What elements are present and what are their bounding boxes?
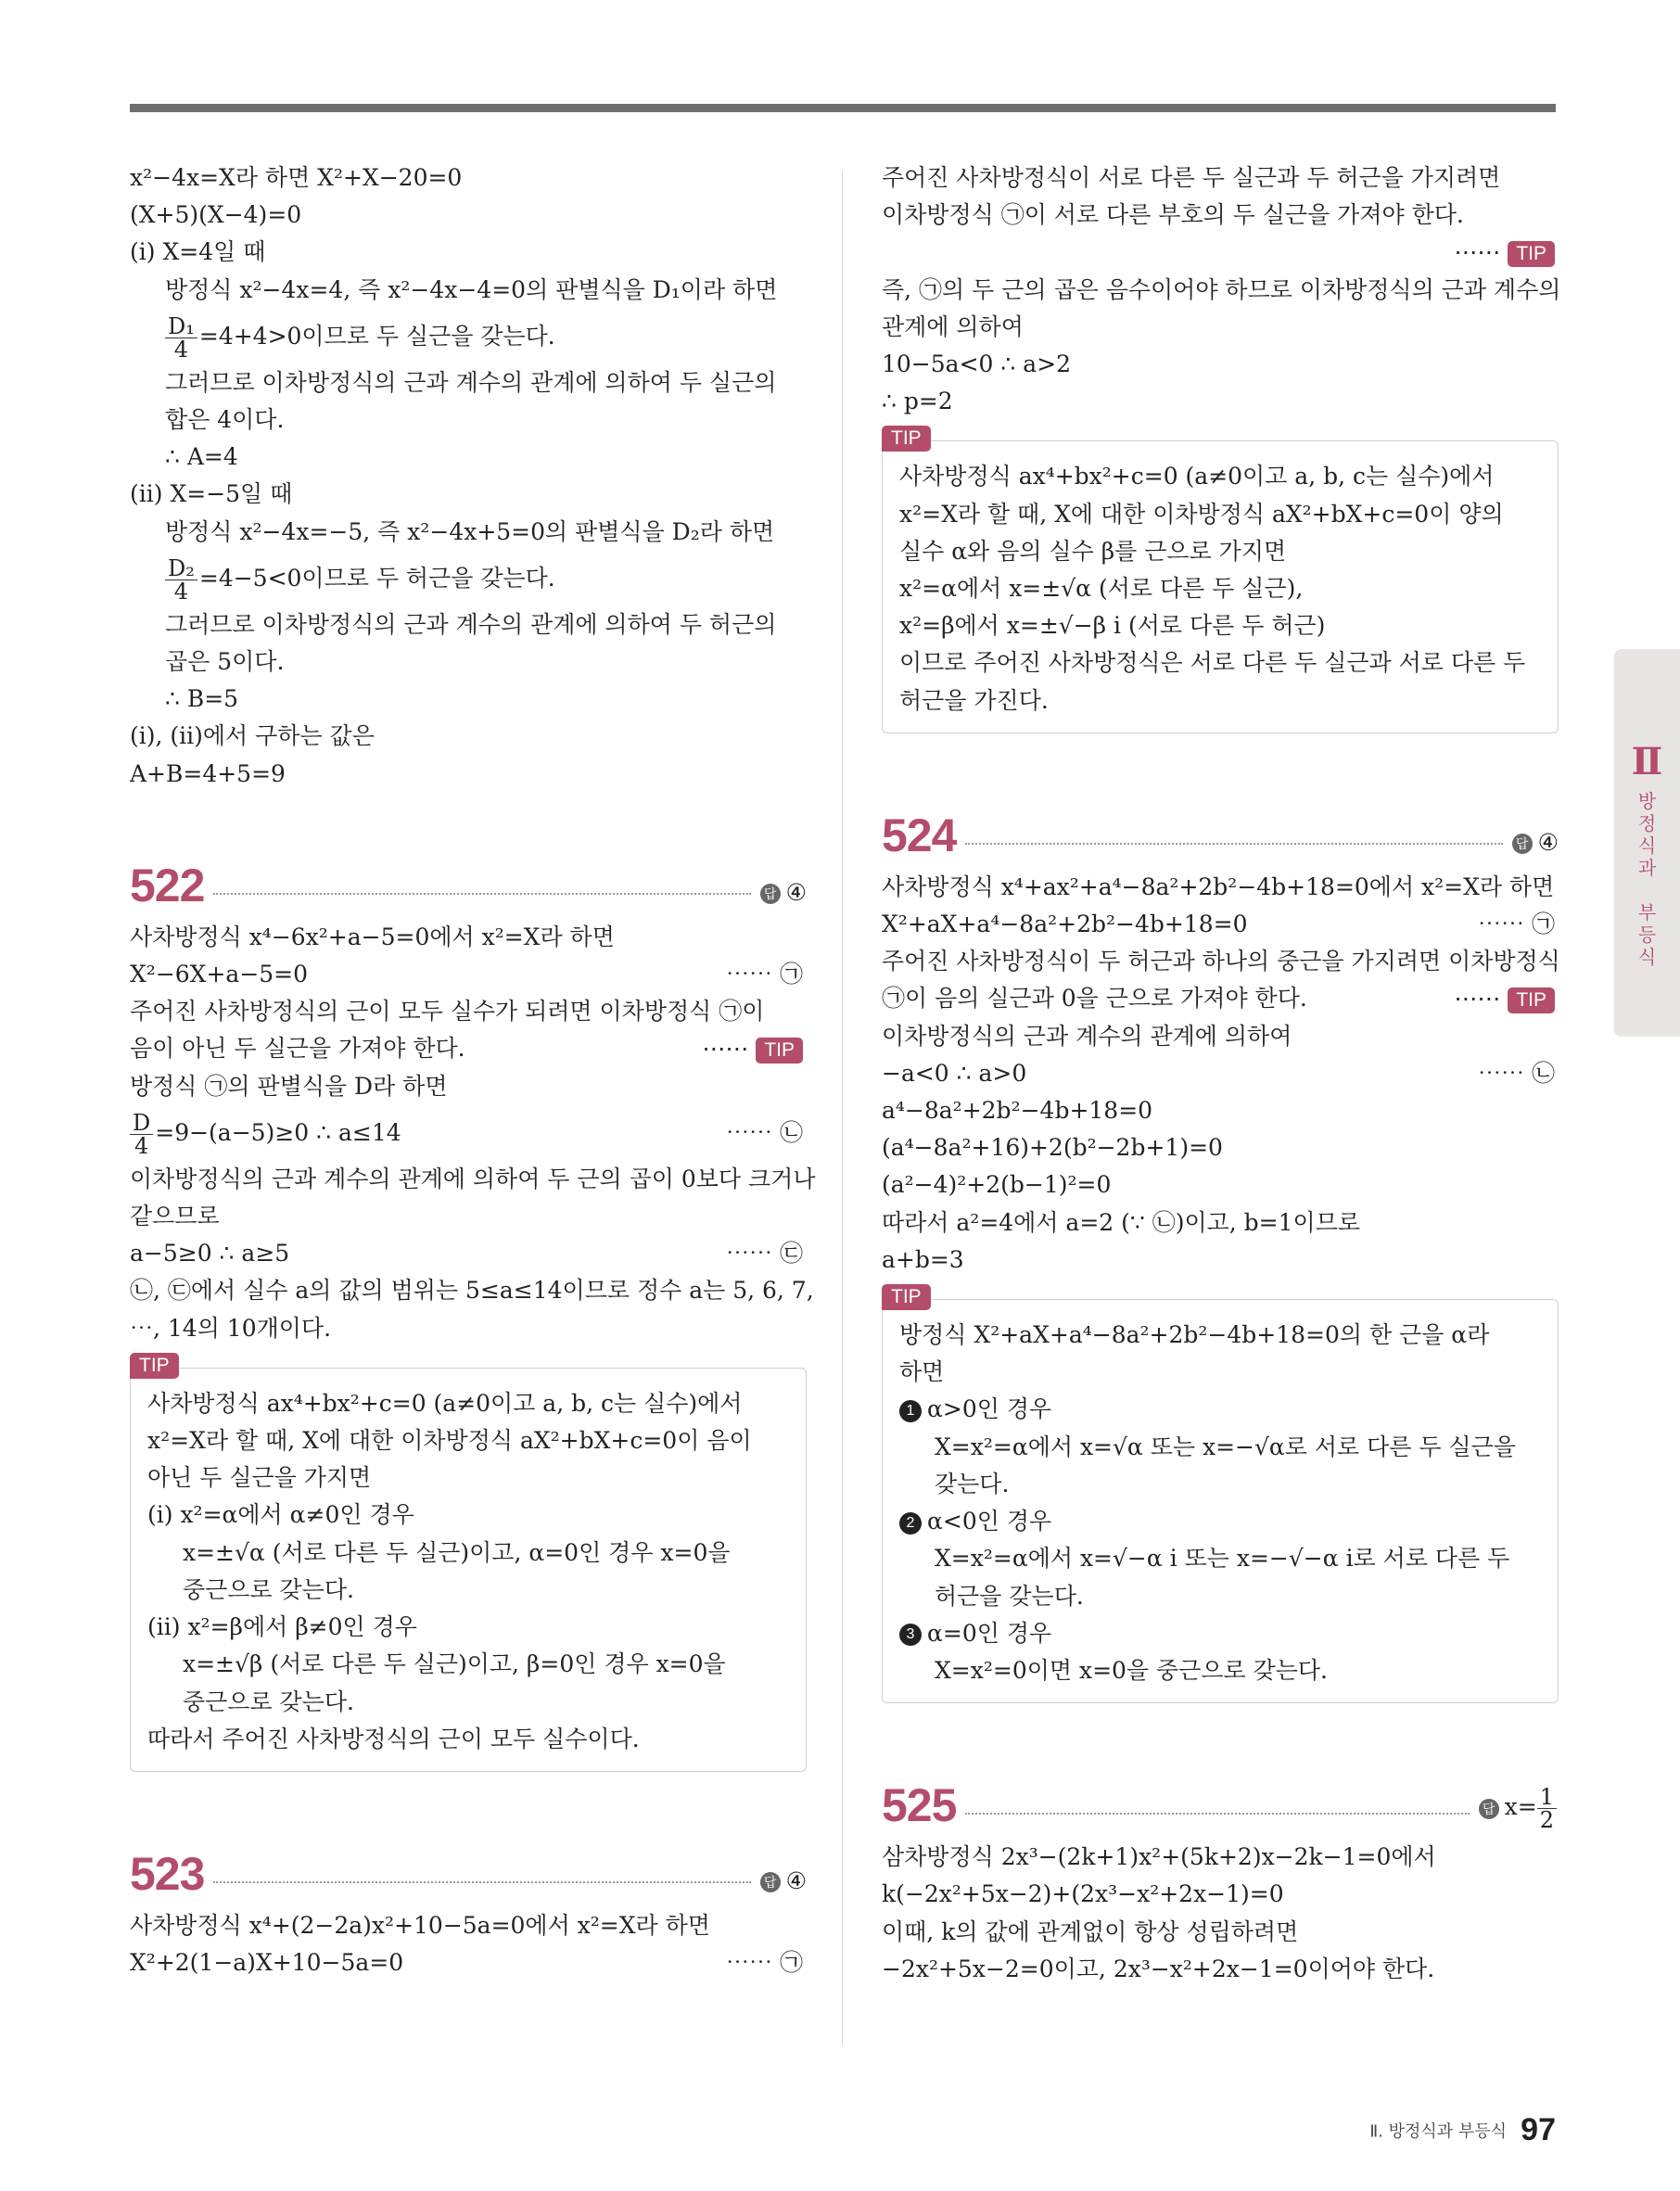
answer-icon: 답	[760, 1872, 781, 1892]
text-line: 따라서 a²=4에서 a=2 (∵ ㉡)이고, b=1이므로	[882, 1208, 1360, 1236]
answer-icon: 답	[760, 884, 781, 904]
text-line: ⋯, 14의 10개이다.	[130, 1314, 332, 1342]
equation-marker: ⋯⋯ ㉠	[726, 961, 803, 988]
text-line: 이차방정식의 근과 계수의 관계에 의하여 두 근의 곱이 0보다 크거나	[130, 1165, 816, 1192]
text-line: 이때, k의 값에 관계없이 항상 성립하려면	[882, 1917, 1299, 1945]
tip-line: x²=X라 할 때, X에 대한 이차방정식 aX²+bX+c=0이 양의	[899, 500, 1504, 528]
text-line: X²+2(1−a)X+10−5a=0 ⋯⋯ ㉠	[130, 1944, 807, 1981]
footer-chapter: Ⅱ. 방정식과 부등식	[1369, 2121, 1508, 2142]
text-line: 주어진 사차방정식이 두 허근과 하나의 중근을 가지려면 이차방정식	[882, 948, 1560, 975]
tip-marker: ⋯⋯ TIP	[1454, 980, 1555, 1017]
chapter-title-vertical: 방 정 식 과 부 등 식	[1637, 790, 1657, 968]
text-line: 사차방정식 x⁴+ax²+a⁴−8a²+2b²−4b+18=0에서 x²=X라 하면	[882, 873, 1555, 900]
tip-line: (ii) x²=β에서 β≠0인 경우	[147, 1613, 417, 1641]
tip-line: 갖는다.	[935, 1470, 1010, 1497]
tip-line: X=x²=α에서 x=√α 또는 x=−√α로 서로 다른 두 실근을	[935, 1433, 1516, 1460]
problem-header-523	[130, 1839, 807, 1900]
equation-marker: ⋯⋯ ㉡	[1478, 1059, 1555, 1087]
tip-line: x²=β에서 x=±√−β i (서로 다른 두 허근)	[899, 612, 1326, 640]
text-line: (ii) X=−5일 때	[130, 480, 293, 508]
tip-line: 사차방정식 ax⁴+bx²+c=0 (a≠0이고 a, b, c는 실수)에서	[147, 1389, 743, 1417]
answer: 답 x= $\frac{1}{2}$	[1479, 1786, 1559, 1831]
problem-number: 523	[130, 1847, 205, 1900]
text-line: 합은 4이다.	[165, 406, 285, 434]
equation-marker: ⋯⋯ ㉢	[726, 1240, 803, 1267]
text-line: 삼차방정식 2x³−(2k+1)x²+(5k+2)x−2k−1=0에서	[882, 1843, 1436, 1871]
text-line: 방정식 ㉠의 판별식을 D라 하면	[130, 1072, 448, 1100]
tip-line: 하면	[899, 1358, 945, 1386]
equation-marker: ⋯⋯ ㉠	[726, 1949, 803, 1977]
page-number: 97	[1521, 2112, 1556, 2147]
tip-line: 따라서 주어진 사차방정식의 근이 모두 실수이다.	[147, 1725, 640, 1752]
leader-dots	[213, 893, 750, 895]
tip-line: X=x²=0이면 x=0을 중근으로 갖는다.	[935, 1656, 1328, 1684]
tip-line: 실수 α와 음의 실수 β를 근으로 가지면	[899, 537, 1287, 565]
text-line: a+b=3	[882, 1245, 964, 1273]
tip-box	[882, 427, 1559, 732]
text-line: 이차방정식 ㉠이 서로 다른 부호의 두 실근을 가져야 한다.	[882, 201, 1464, 229]
text-line: a−5≥0 ∴ a≥5 ⋯⋯ ㉢	[130, 1235, 807, 1272]
text-line: $\frac{\text{D₂}}{4}$ =4−5<0이므로 두 허근을 갖는다.	[130, 551, 807, 606]
text-line: a⁴−8a²+2b²−4b+18=0	[882, 1097, 1153, 1125]
tip-line: x=±√β (서로 다른 두 실근)이고, β=0인 경우 x=0을	[183, 1650, 726, 1678]
text-line: 곱은 5이다.	[165, 648, 285, 676]
text-line: 10−5a<0 ∴ a>2	[882, 350, 1071, 378]
problem-header-522	[130, 850, 807, 911]
tip-line: 1 α>0인 경우	[899, 1391, 1541, 1428]
bullet-1-icon: 1	[899, 1400, 922, 1422]
tip-line: 3 α=0인 경우	[899, 1615, 1541, 1652]
tip-line: 허근을 가진다.	[899, 686, 1049, 714]
tip-line: X=x²=α에서 x=√−α i 또는 x=−√−α i로 서로 다른 두	[935, 1545, 1510, 1573]
column-divider	[842, 172, 843, 2045]
text-line: 방정식 x²−4x=−5, 즉 x²−4x+5=0의 판별식을 D₂라 하면	[165, 517, 775, 545]
text-line: X²−6X+a−5=0 ⋯⋯ ㉠	[130, 956, 807, 993]
tip-line: 아닌 두 실근을 가지면	[147, 1464, 372, 1492]
text-line: $\frac{D}{4}$ =9−(a−5)≥0 ∴ a≤14 ⋯⋯ ㉡	[130, 1105, 807, 1161]
tip-line: 2 α<0인 경우	[899, 1503, 1541, 1540]
tip-line: 방정식 X²+aX+a⁴−8a²+2b²−4b+18=0의 한 근을 α라	[899, 1321, 1490, 1349]
text-line: 같으므로	[130, 1203, 220, 1230]
leader-dots	[965, 1813, 1469, 1815]
page-footer	[1369, 2112, 1556, 2148]
text-line: 그러므로 이차방정식의 근과 계수의 관계에 의하여 두 실근의	[165, 368, 777, 396]
text-line: 주어진 사차방정식의 근이 모두 실수가 되려면 이차방정식 ㉠이	[130, 998, 765, 1025]
text-line: (i) X=4일 때	[130, 238, 266, 266]
text-line	[882, 234, 1559, 271]
answer: 답 ④	[760, 1863, 807, 1900]
text-line: 방정식 x²−4x=4, 즉 x²−4x−4=0의 판별식을 D₁이라 하면	[165, 275, 778, 303]
tip-box	[882, 1286, 1559, 1703]
problem-number: 524	[882, 809, 957, 861]
text-line: 음이 아닌 두 실근을 가져야 한다. ⋯⋯ TIP	[130, 1030, 807, 1067]
text-line: (i), (ii)에서 구하는 값은	[130, 722, 375, 750]
text-line: 사차방정식 x⁴−6x²+a−5=0에서 x²=X라 하면	[130, 923, 615, 950]
bullet-3-icon: 3	[899, 1624, 922, 1646]
text-line: −2x²+5x−2=0이고, 2x³−x²+2x−1=0이어야 한다.	[882, 1955, 1435, 1982]
tip-line: x=±√α (서로 다른 두 실근)이고, α=0인 경우 x=0을	[183, 1538, 731, 1566]
problem-header-525	[882, 1770, 1559, 1834]
tip-box	[130, 1354, 807, 1772]
tip-marker: ⋯⋯ TIP	[1454, 234, 1555, 271]
text-line: x²−4x=X라 하면 X²+X−20=0	[130, 164, 463, 191]
chapter-tab[interactable]	[1614, 649, 1680, 1037]
text-line: 사차방정식 x⁴+(2−2a)x²+10−5a=0에서 x²=X라 하면	[130, 1911, 710, 1939]
text-line: (a⁴−8a²+16)+2(b²−2b+1)=0	[882, 1134, 1223, 1162]
fraction: $\frac{1}{2}$	[1537, 1786, 1557, 1831]
answer-icon: 답	[1479, 1799, 1499, 1819]
top-rule	[130, 104, 1556, 112]
fraction: $\frac{\text{D₂}}{4}$	[165, 557, 197, 603]
text-line: ㉡, ㉢에서 실수 a의 값의 범위는 5≤a≤14이므로 정수 a는 5, 6, 7,	[130, 1277, 814, 1305]
tip-line: 사차방정식 ax⁴+bx²+c=0 (a≠0이고 a, b, c는 실수)에서	[899, 463, 1495, 490]
left-column	[130, 159, 816, 1981]
text-line: k(−2x²+5x−2)+(2x³−x²+2x−1)=0	[882, 1880, 1284, 1908]
tip-line: 허근을 갖는다.	[935, 1582, 1084, 1610]
answer-icon: 답	[1512, 834, 1533, 854]
tip-label: TIP	[130, 1353, 179, 1379]
chapter-numeral: Ⅱ	[1631, 740, 1663, 783]
text-line: (X+5)(X−4)=0	[130, 201, 302, 229]
text-line: A+B=4+5=9	[130, 759, 286, 787]
text-line: (a²−4)²+2(b−1)²=0	[882, 1171, 1112, 1199]
text-line: ㉠이 음의 실근과 0을 근으로 가져야 한다. ⋯⋯ TIP	[882, 980, 1559, 1017]
tip-line: 이므로 주어진 사차방정식은 서로 다른 두 실근과 서로 다른 두	[899, 649, 1526, 677]
tip-line: x²=α에서 x=±√α (서로 다른 두 실근),	[899, 575, 1304, 603]
leader-dots	[965, 843, 1502, 845]
tip-label: TIP	[882, 1284, 931, 1310]
tip-marker: ⋯⋯ TIP	[702, 1030, 803, 1067]
answer: 답 ④	[1512, 824, 1559, 861]
problem-header-524	[882, 800, 1559, 861]
equation-marker: ⋯⋯ ㉠	[1478, 911, 1555, 938]
text-line: ∴ B=5	[165, 685, 239, 713]
text-line: 그러므로 이차방정식의 근과 계수의 관계에 의하여 두 허근의	[165, 610, 777, 638]
tip-line: x²=X라 할 때, X에 대한 이차방정식 aX²+bX+c=0이 음이	[147, 1427, 752, 1455]
tip-line: 중근으로 갖는다.	[183, 1688, 354, 1715]
problem-number: 522	[130, 859, 205, 911]
text-line: 즉, ㉠의 두 근의 곱은 음수이어야 하므로 이차방정식의 근과 계수의	[882, 275, 1561, 303]
text-line: ∴ A=4	[165, 443, 238, 471]
text-line: $\frac{\text{D₁}}{4}$ =4+4>0이므로 두 실근을 갖는다.	[130, 309, 807, 364]
right-column	[882, 159, 1559, 1988]
answer: 답 ④	[760, 874, 807, 911]
problem-number: 525	[882, 1779, 957, 1832]
leader-dots	[213, 1881, 750, 1883]
tip-line: 중근으로 갖는다.	[183, 1575, 354, 1603]
tip-line: (i) x²=α에서 α≠0인 경우	[147, 1501, 414, 1529]
text-line: X²+aX+a⁴−8a²+2b²−4b+18=0 ⋯⋯ ㉠	[882, 906, 1559, 943]
fraction: $\frac{D}{4}$	[130, 1112, 153, 1157]
text-line: −a<0 ∴ a>0 ⋯⋯ ㉡	[882, 1055, 1559, 1092]
fraction: $\frac{\text{D₁}}{4}$	[165, 315, 197, 361]
text-line: 이차방정식의 근과 계수의 관계에 의하여	[882, 1022, 1292, 1050]
text-line: ∴ p=2	[882, 388, 953, 415]
equation-marker: ⋯⋯ ㉡	[726, 1118, 803, 1146]
tip-label: TIP	[882, 426, 931, 452]
bullet-2-icon: 2	[899, 1512, 922, 1535]
text-line: 주어진 사차방정식이 서로 다른 두 실근과 두 허근을 가지려면	[882, 164, 1501, 191]
text-line: 관계에 의하여	[882, 312, 1024, 340]
